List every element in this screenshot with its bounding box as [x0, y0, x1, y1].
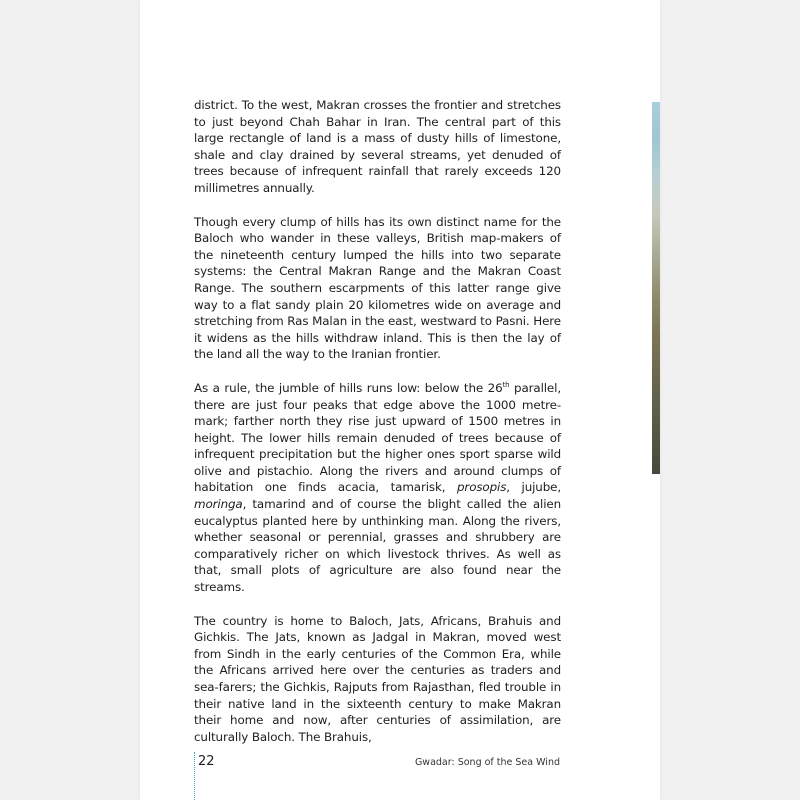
- running-title: Gwadar: Song of the Sea Wind: [414, 757, 560, 768]
- paragraph-text: , jujube,: [506, 480, 561, 495]
- page-number: 22: [198, 754, 215, 769]
- book-page: [140, 0, 660, 800]
- paragraph-3: [194, 380, 561, 596]
- paragraph-text: The country is home to Baloch, Jats, Africans, Brahuis and Gichkis. The Jats, known as Jadgal in Makran, moved west from Sindh in the early centuries of the Common Era, while the Africans arrived here over the centuries as traders and sea-farers; the Gichkis, Rajputs from Rajasthan, fled trouble in their native land in the sixteenth century to make Makran their home and now, after centuries of assimilation, are culturally Baloch. The Brahuis,: [194, 613, 561, 744]
- photo-edge-strip: [652, 102, 660, 474]
- paragraph-text: parallel, there are just four peaks that edge above the 1000 metre-mark; farther north they rise just upward of 1500 metres in height. The lower hills remain denuded of trees because of infrequent precipitation but the higher ones sport sparse wild olive and pistachio. Along the rivers and around clumps of habitation one finds acacia, tamarisk,: [194, 380, 561, 495]
- paragraph-2: [194, 214, 561, 363]
- italic-term-prosopis: prosopis: [457, 480, 507, 495]
- italic-term-moringa: moringa: [194, 497, 243, 512]
- paragraph-1: [194, 97, 561, 197]
- ordinal-superscript: th: [502, 380, 510, 389]
- paragraph-text: As a rule, the jumble of hills runs low: below the 26: [194, 380, 503, 395]
- paragraph-text: Though every clump of hills has its own distinct name for the Baloch who wander in these valleys, British map-makers of the nineteenth century lumped the hills into two separate systems: the Central Makran Range and the Makran Coast Range. The southern escarpments of this latter range give way to a flat sandy plain 20 kilometres wide on average and stretching from Ras Malan in the east, westward to Pasni. Here it widens as the hills withdraw inland. This is then the lay of the land all the way to the Iranian frontier.: [194, 214, 561, 362]
- paragraph-4: [194, 613, 561, 746]
- body-text: [194, 97, 561, 745]
- footer-dotted-rule: [194, 752, 195, 800]
- paragraph-text: district. To the west, Makran crosses the frontier and stretches to just beyond Chah Bahar in Iran. The central part of this large rectangle of land is a mass of dusty hills of limestone, shale and clay drained by several streams, yet denuded of trees because of infrequent rainfall that rarely exceeds 120 millimetres annually.: [194, 98, 561, 195]
- paragraph-text: , tamarind and of course the blight called the alien eucalyptus planted here by unthinking man. Along the rivers, whether seasonal or perennial, grasses and shrubbery are comparatively richer on which livestock thrives. As well as that, small plots of agriculture are also found near the streams.: [194, 497, 561, 595]
